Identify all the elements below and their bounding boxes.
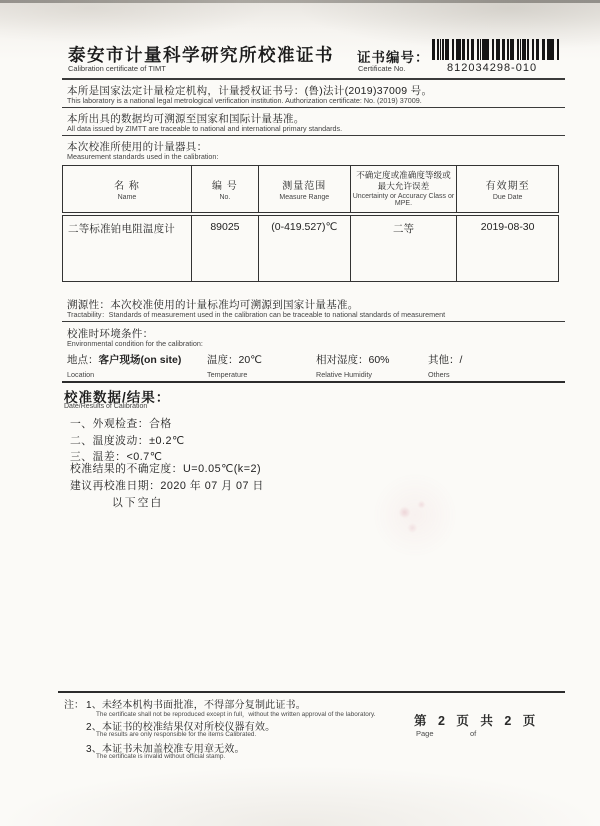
result-visual-inspection: 一、外观检查：合格 [70, 418, 172, 430]
divider [62, 381, 565, 383]
result-recalibration-date: 建议再校准日期：2020 年 07 月 07 日 [70, 480, 264, 492]
traceability-statement-en: Tractability：Standards of measurement used in the calibration can be traceable to national standards of measurement [67, 310, 446, 319]
column-header-uncertainty: 不确定度或准确度等级或 最大允许误差 Uncertainty or Accuracy Class or MPE. [350, 166, 457, 214]
temperature-label-english: Temperature [207, 370, 248, 379]
standards-used-heading-en: Measurement standards used in the calibration: [67, 152, 219, 161]
note-3-en: The certificate is invalid without official stamp. [96, 753, 226, 760]
divider [62, 78, 565, 80]
results-heading-cn: 校准数据/结果： [64, 390, 171, 405]
divider [58, 691, 565, 693]
note-3-cn: 3、本证书未加盖校准专用章无效。 [86, 744, 245, 755]
faded-stamp-icon [350, 450, 480, 580]
certificate-number: 812034298-010 [447, 62, 538, 74]
humidity-label-english: Relative Humidity [316, 370, 372, 379]
blank-below-note: 以下空白 [112, 497, 164, 509]
due-date-cell: 2019-08-30 [457, 214, 559, 282]
measure-range-cell: (0-419.527)℃ [258, 214, 350, 282]
column-header-due-date: 有效期至 Due Date [457, 166, 559, 214]
divider [62, 107, 565, 108]
table-header-row [63, 166, 559, 214]
environment-heading-cn: 校准时环境条件： [67, 328, 154, 340]
instrument-number-cell: 89025 [191, 214, 258, 282]
table-row [63, 214, 559, 282]
column-header-number: 编 号 No. [191, 166, 258, 214]
result-uncertainty: 校准结果的不确定度：U=0.05℃(k=2) [70, 463, 262, 475]
certificate-number-label: 证书编号： [357, 50, 430, 65]
result-temperature-fluctuation: 二、温度波动：±0.2℃ [70, 435, 185, 447]
of-label-english: of [470, 729, 477, 738]
note-2-en: The results are only responsible for the items Calibrated. [96, 731, 257, 738]
note-1-cn: 1、未经本机构书面批准，不得部分复制此证书。 [86, 700, 306, 711]
standards-used-heading-cn: 本次校准所使用的计量器具： [67, 141, 208, 153]
divider [62, 135, 565, 136]
page-label-english: Page [416, 729, 434, 738]
measurement-standards-table [62, 165, 559, 282]
result-temperature-difference: 三、温差：<0.7℃ [70, 451, 163, 463]
traceable-data-statement-en: All data issued by ZIMTT are traceable to national and international primary standards. [67, 124, 343, 133]
traceable-data-statement-cn: 本所出具的数据均可溯源至国家和国际计量基准。 [67, 113, 305, 125]
others-field: 其他：/ [428, 354, 463, 366]
authorization-statement-cn: 本所是国家法定计量检定机构，计量授权证书号：(鲁)法计(2019)37009 号。 [67, 85, 433, 97]
page-title: 泰安市计量科学研究所校准证书 [68, 45, 334, 65]
authorization-statement-en: This laboratory is a national legal metrological verification institution. Authorization certificate: No. (2019) 37009. [67, 96, 422, 105]
column-header-measure-range: 测量范围 Measure Range [258, 166, 350, 214]
barcode-icon [432, 39, 560, 60]
notes-prefix: 注： [64, 700, 84, 711]
location-label-english: Location [67, 370, 95, 379]
environment-heading-en: Environmental condition for the calibration: [67, 339, 203, 348]
note-2-cn: 2、本证书的校准结果仅对所校仪器有效。 [86, 722, 276, 733]
results-heading-en: Date/Results of Calibration [64, 403, 148, 410]
divider [62, 321, 565, 322]
certificate-number-label-english: Certificate No. [358, 64, 406, 73]
others-label-english: Others [428, 370, 450, 379]
note-1-en: The certificate shall not be reproduced except in full，without the written approval of the laboratory. [96, 711, 376, 718]
humidity-field: 相对湿度：60% [316, 354, 390, 366]
uncertainty-cell: 二等 [350, 214, 457, 282]
page-number-line: 第 2 页 共 2 页 [414, 714, 540, 728]
page-title-english: Calibration certificate of TIMT [68, 64, 166, 73]
instrument-name-cell: 二等标准铂电阻温度计 [63, 214, 192, 282]
location-field: 地点：客户现场(on site) [67, 354, 182, 366]
column-header-name: 名 称 Name [63, 166, 192, 214]
temperature-field: 温度：20℃ [207, 354, 262, 366]
traceability-statement-cn: 溯源性：本次校准使用的计量标准均可溯源到国家计量基准。 [67, 299, 359, 311]
